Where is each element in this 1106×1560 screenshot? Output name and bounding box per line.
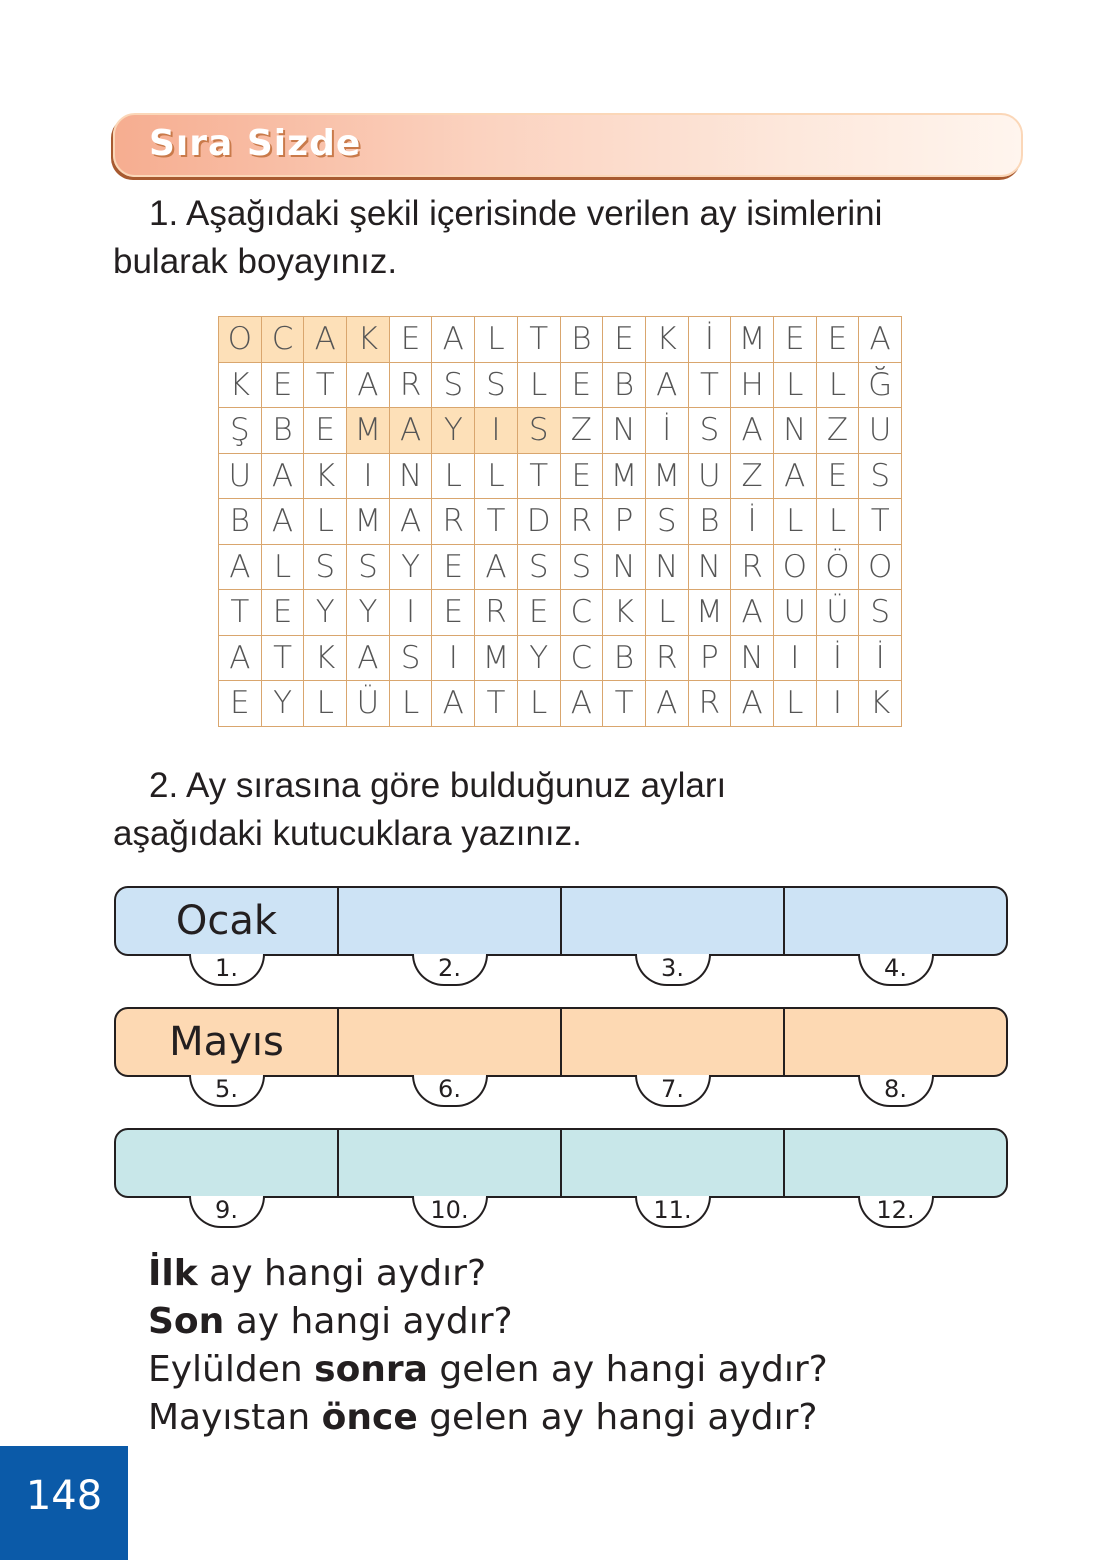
- box-number-label: 11.: [635, 1196, 711, 1228]
- grid-letter[interactable]: M: [645, 453, 688, 499]
- banner-title: Sıra Sizde: [149, 123, 362, 164]
- grid-letter[interactable]: K: [603, 590, 646, 636]
- grid-letter[interactable]: S: [304, 544, 347, 590]
- grid-letter[interactable]: E: [517, 590, 560, 636]
- grid-letter[interactable]: Z: [816, 408, 859, 454]
- grid-letter[interactable]: N: [773, 408, 816, 454]
- question-text: Mayıstan: [148, 1397, 322, 1438]
- grid-row: [219, 635, 902, 681]
- grid-letter[interactable]: E: [560, 453, 603, 499]
- box-number-label: 5.: [189, 1075, 265, 1107]
- grid-letter[interactable]: M: [475, 635, 518, 681]
- grid-letter[interactable]: E: [389, 317, 432, 363]
- grid-letter[interactable]: K: [304, 635, 347, 681]
- grid-letter[interactable]: I: [347, 453, 390, 499]
- answer-row: [114, 1128, 1008, 1224]
- grid-letter[interactable]: L: [816, 362, 859, 408]
- grid-letter[interactable]: L: [304, 499, 347, 545]
- grid-letter[interactable]: M: [347, 408, 390, 454]
- grid-letter[interactable]: T: [859, 499, 902, 545]
- grid-letter[interactable]: R: [645, 635, 688, 681]
- grid-letter[interactable]: D: [517, 499, 560, 545]
- grid-letter[interactable]: S: [859, 590, 902, 636]
- grid-letter[interactable]: E: [432, 590, 475, 636]
- grid-letter[interactable]: P: [688, 635, 731, 681]
- grid-letter[interactable]: Ü: [816, 590, 859, 636]
- grid-letter[interactable]: L: [773, 499, 816, 545]
- box-number-label: 2.: [412, 954, 488, 986]
- grid-letter[interactable]: Ü: [347, 681, 390, 727]
- question: [148, 1250, 486, 1298]
- grid-letter[interactable]: L: [475, 317, 518, 363]
- grid-letter[interactable]: C: [261, 317, 304, 363]
- grid-letter[interactable]: S: [517, 408, 560, 454]
- answer-value: Mayıs: [169, 1019, 284, 1065]
- grid-row: [219, 408, 902, 454]
- grid-letter[interactable]: T: [475, 499, 518, 545]
- grid-row: [219, 317, 902, 363]
- grid-letter[interactable]: I: [773, 635, 816, 681]
- grid-letter[interactable]: U: [219, 453, 262, 499]
- grid-letter[interactable]: A: [432, 681, 475, 727]
- grid-letter[interactable]: K: [645, 317, 688, 363]
- grid-letter[interactable]: B: [560, 317, 603, 363]
- answer-box[interactable]: [116, 888, 339, 982]
- grid-letter[interactable]: İ: [816, 635, 859, 681]
- question-emphasis: Son: [148, 1301, 225, 1342]
- grid-letter[interactable]: L: [261, 544, 304, 590]
- question: [148, 1394, 818, 1442]
- grid-letter[interactable]: S: [347, 544, 390, 590]
- grid-letter[interactable]: R: [389, 362, 432, 408]
- grid-letter[interactable]: E: [304, 408, 347, 454]
- grid-letter[interactable]: M: [688, 590, 731, 636]
- word-search-grid: [218, 316, 902, 727]
- grid-letter[interactable]: R: [688, 681, 731, 727]
- grid-letter[interactable]: L: [432, 453, 475, 499]
- answer-row: [114, 1007, 1008, 1103]
- grid-letter[interactable]: T: [517, 453, 560, 499]
- grid-letter[interactable]: I: [432, 635, 475, 681]
- grid-letter[interactable]: İ: [688, 317, 731, 363]
- grid-letter[interactable]: E: [261, 590, 304, 636]
- grid-letter[interactable]: U: [688, 453, 731, 499]
- grid-letter[interactable]: E: [603, 317, 646, 363]
- grid-letter[interactable]: A: [389, 408, 432, 454]
- box-number-label: 3.: [635, 954, 711, 986]
- grid-letter[interactable]: E: [261, 362, 304, 408]
- grid-letter[interactable]: M: [347, 499, 390, 545]
- grid-letter[interactable]: A: [731, 590, 774, 636]
- grid-letter[interactable]: C: [560, 590, 603, 636]
- grid-letter[interactable]: C: [560, 635, 603, 681]
- grid-letter[interactable]: T: [517, 317, 560, 363]
- exercise-2-line-1: 2. Ay sırasına göre bulduğunuz ayları: [149, 766, 727, 805]
- grid-letter[interactable]: R: [731, 544, 774, 590]
- grid-letter[interactable]: Ğ: [859, 362, 902, 408]
- grid-letter[interactable]: S: [475, 362, 518, 408]
- grid-letter[interactable]: I: [475, 408, 518, 454]
- box-number-label: 4.: [858, 954, 934, 986]
- box-number-label: 12.: [858, 1196, 934, 1228]
- box-number-label: 8.: [858, 1075, 934, 1107]
- answer-box[interactable]: [339, 1130, 562, 1224]
- grid-letter[interactable]: Y: [261, 681, 304, 727]
- grid-letter[interactable]: B: [219, 499, 262, 545]
- question-text: gelen ay hangi aydır?: [417, 1397, 818, 1438]
- exercise-2-line-2: aşağıdaki kutucuklara yazınız.: [113, 814, 582, 853]
- grid-letter[interactable]: A: [859, 317, 902, 363]
- exercise-2-instruction: [113, 762, 993, 858]
- question-emphasis: sonra: [314, 1349, 428, 1390]
- answer-box[interactable]: [116, 1009, 339, 1103]
- grid-row: [219, 590, 902, 636]
- grid-letter[interactable]: B: [688, 499, 731, 545]
- grid-letter[interactable]: İ: [645, 408, 688, 454]
- question-text: Eylülden: [148, 1349, 315, 1390]
- page-number: 148: [0, 1446, 128, 1560]
- question-text: gelen ay hangi aydır?: [427, 1349, 828, 1390]
- grid-letter[interactable]: M: [731, 317, 774, 363]
- grid-letter[interactable]: I: [816, 681, 859, 727]
- grid-letter[interactable]: K: [859, 681, 902, 727]
- box-number-label: 10.: [412, 1196, 488, 1228]
- grid-letter[interactable]: A: [645, 681, 688, 727]
- answer-box[interactable]: [339, 1009, 562, 1103]
- question: [148, 1298, 513, 1346]
- grid-letter[interactable]: L: [816, 499, 859, 545]
- box-number-label: 7.: [635, 1075, 711, 1107]
- grid-letter[interactable]: A: [347, 362, 390, 408]
- grid-letter[interactable]: S: [389, 635, 432, 681]
- grid-letter[interactable]: A: [261, 499, 304, 545]
- grid-letter[interactable]: L: [517, 362, 560, 408]
- grid-letter[interactable]: L: [475, 453, 518, 499]
- box-number-label: 6.: [412, 1075, 488, 1107]
- grid-letter[interactable]: A: [347, 635, 390, 681]
- grid-letter[interactable]: A: [560, 681, 603, 727]
- grid-row: [219, 544, 902, 590]
- grid-letter[interactable]: N: [603, 408, 646, 454]
- question-emphasis: önce: [321, 1397, 418, 1438]
- answer-box[interactable]: [116, 1130, 339, 1224]
- grid-letter[interactable]: Z: [731, 453, 774, 499]
- grid-letter[interactable]: İ: [731, 499, 774, 545]
- grid-letter[interactable]: S: [859, 453, 902, 499]
- grid-letter[interactable]: A: [219, 544, 262, 590]
- grid-letter[interactable]: O: [859, 544, 902, 590]
- grid-letter[interactable]: E: [816, 453, 859, 499]
- grid-letter[interactable]: N: [603, 544, 646, 590]
- grid-letter[interactable]: M: [603, 453, 646, 499]
- grid-letter[interactable]: Y: [389, 544, 432, 590]
- grid-letter[interactable]: E: [432, 544, 475, 590]
- grid-letter[interactable]: P: [603, 499, 646, 545]
- grid-letter[interactable]: U: [859, 408, 902, 454]
- grid-letter[interactable]: E: [560, 362, 603, 408]
- grid-letter[interactable]: İ: [859, 635, 902, 681]
- grid-row: [219, 499, 902, 545]
- grid-row: [219, 362, 902, 408]
- grid-letter[interactable]: E: [816, 317, 859, 363]
- grid-letter[interactable]: Y: [517, 635, 560, 681]
- grid-letter[interactable]: N: [389, 453, 432, 499]
- grid-letter[interactable]: A: [731, 408, 774, 454]
- exercise-1-line-1: 1. Aşağıdaki şekil içerisinde verilen ay isimlerini: [149, 194, 883, 233]
- grid-letter[interactable]: A: [219, 635, 262, 681]
- grid-letter[interactable]: A: [432, 317, 475, 363]
- grid-letter[interactable]: B: [603, 362, 646, 408]
- grid-row: [219, 681, 902, 727]
- grid-row: [219, 453, 902, 499]
- grid-letter[interactable]: R: [432, 499, 475, 545]
- answer-box[interactable]: [785, 888, 1006, 982]
- grid-letter[interactable]: L: [773, 362, 816, 408]
- grid-letter[interactable]: L: [304, 681, 347, 727]
- grid-letter[interactable]: K: [219, 362, 262, 408]
- grid-letter[interactable]: T: [304, 362, 347, 408]
- grid-letter[interactable]: A: [304, 317, 347, 363]
- grid-letter[interactable]: H: [731, 362, 774, 408]
- grid-letter[interactable]: B: [261, 408, 304, 454]
- grid-letter[interactable]: K: [347, 317, 390, 363]
- grid-letter[interactable]: L: [389, 681, 432, 727]
- grid-letter[interactable]: Y: [304, 590, 347, 636]
- exercise-1-line-2: bularak boyayınız.: [113, 242, 398, 281]
- grid-letter[interactable]: I: [389, 590, 432, 636]
- grid-letter[interactable]: L: [517, 681, 560, 727]
- grid-letter[interactable]: K: [304, 453, 347, 499]
- answer-box[interactable]: [562, 1009, 785, 1103]
- grid-letter[interactable]: R: [475, 590, 518, 636]
- grid-letter[interactable]: U: [773, 590, 816, 636]
- question-text: ay hangi aydır?: [224, 1301, 513, 1342]
- grid-letter[interactable]: E: [773, 317, 816, 363]
- question: [148, 1346, 828, 1394]
- grid-letter[interactable]: A: [773, 453, 816, 499]
- grid-letter[interactable]: S: [517, 544, 560, 590]
- answer-value: Ocak: [175, 898, 278, 944]
- answer-box[interactable]: [339, 888, 562, 982]
- grid-letter[interactable]: T: [475, 681, 518, 727]
- answer-box[interactable]: [785, 1130, 1006, 1224]
- grid-letter[interactable]: Ş: [219, 408, 262, 454]
- grid-letter[interactable]: B: [603, 635, 646, 681]
- grid-letter[interactable]: Y: [347, 590, 390, 636]
- grid-letter[interactable]: L: [645, 590, 688, 636]
- grid-letter[interactable]: L: [773, 681, 816, 727]
- box-number-label: 9.: [189, 1196, 265, 1228]
- grid-letter[interactable]: S: [432, 362, 475, 408]
- grid-letter[interactable]: T: [688, 362, 731, 408]
- grid-letter[interactable]: S: [645, 499, 688, 545]
- grid-letter[interactable]: Y: [432, 408, 475, 454]
- answer-box[interactable]: [562, 1130, 785, 1224]
- grid-letter[interactable]: A: [389, 499, 432, 545]
- answer-box[interactable]: [785, 1009, 1006, 1103]
- answer-row: [114, 886, 1008, 982]
- grid-letter[interactable]: A: [475, 544, 518, 590]
- grid-letter[interactable]: T: [603, 681, 646, 727]
- grid-letter[interactable]: S: [688, 408, 731, 454]
- grid-letter[interactable]: S: [560, 544, 603, 590]
- grid-letter[interactable]: O: [773, 544, 816, 590]
- grid-letter[interactable]: O: [219, 317, 262, 363]
- grid-letter[interactable]: T: [261, 635, 304, 681]
- grid-letter[interactable]: N: [688, 544, 731, 590]
- grid-letter[interactable]: R: [560, 499, 603, 545]
- grid-letter[interactable]: A: [731, 681, 774, 727]
- answer-box[interactable]: [562, 888, 785, 982]
- grid-letter[interactable]: A: [645, 362, 688, 408]
- grid-letter[interactable]: A: [261, 453, 304, 499]
- grid-letter[interactable]: T: [219, 590, 262, 636]
- exercise-1-instruction: [113, 190, 993, 286]
- grid-letter[interactable]: N: [731, 635, 774, 681]
- box-number-label: 1.: [189, 954, 265, 986]
- question-emphasis: İlk: [148, 1253, 198, 1294]
- grid-letter[interactable]: E: [219, 681, 262, 727]
- grid-letter[interactable]: Z: [560, 408, 603, 454]
- grid-letter[interactable]: N: [645, 544, 688, 590]
- question-text: ay hangi aydır?: [197, 1253, 487, 1294]
- section-banner: [113, 113, 1023, 177]
- grid-letter[interactable]: Ö: [816, 544, 859, 590]
